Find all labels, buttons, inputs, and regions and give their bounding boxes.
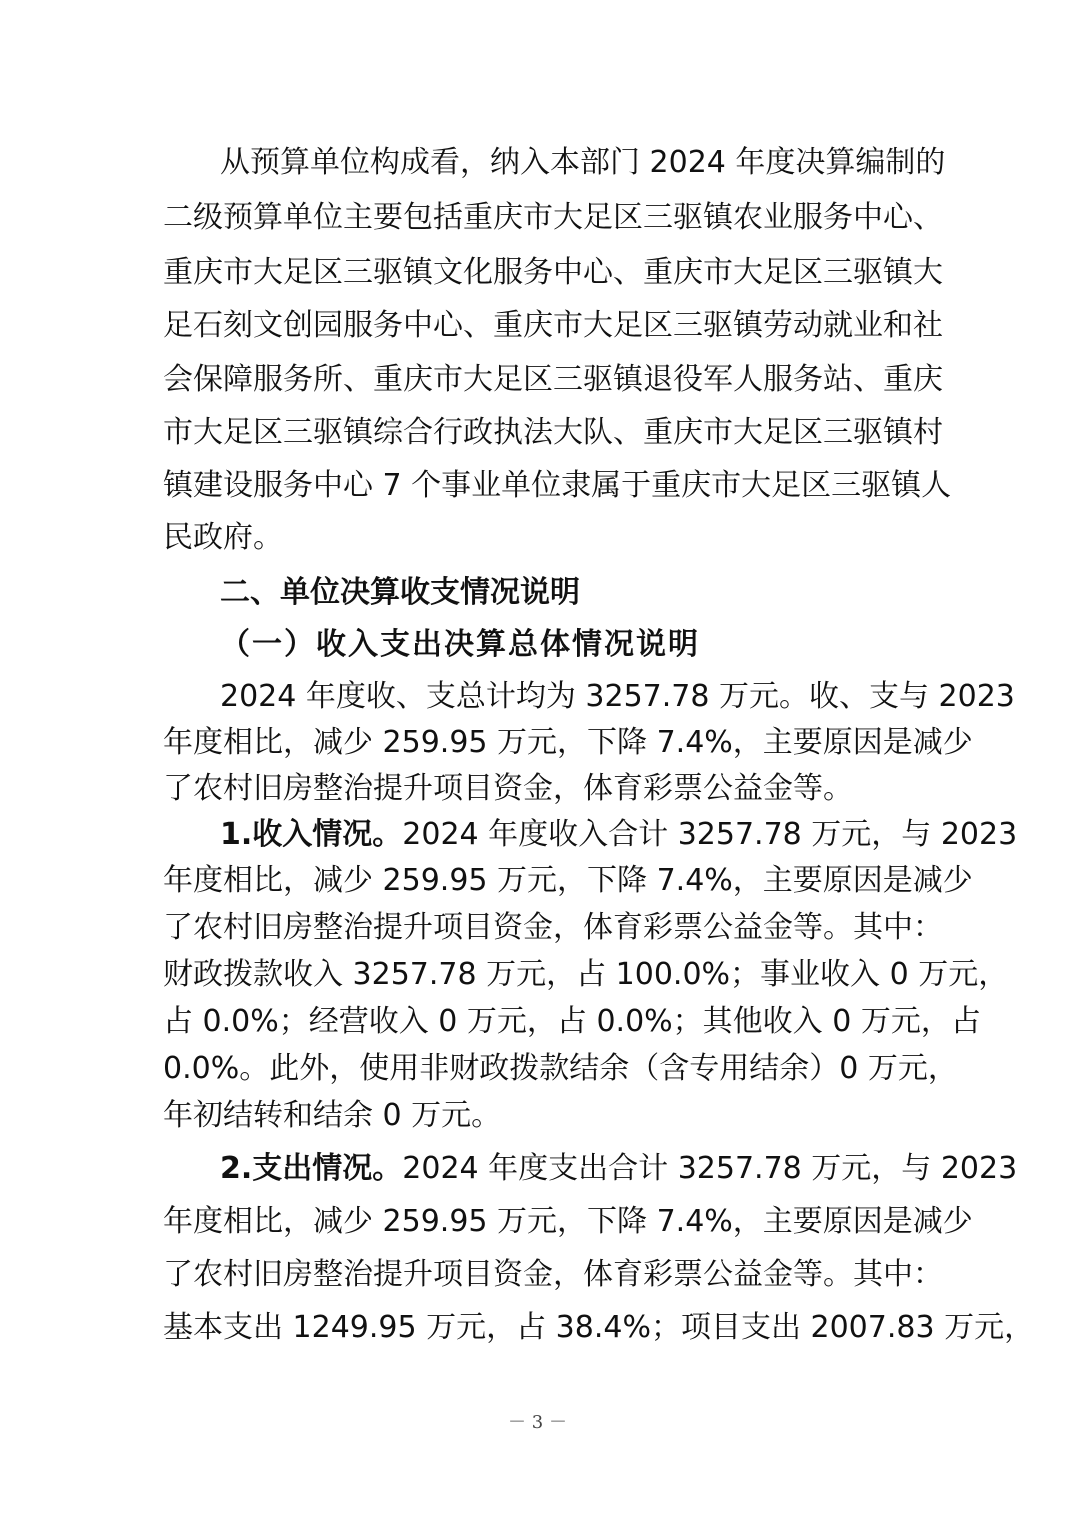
paragraph-line: 重庆市大足区三驱镇文化服务中心、重庆市大足区三驱镇大 — [163, 255, 943, 290]
expenditure-lead: 2.支出情况。 — [220, 1151, 403, 1186]
paragraph-line: 市大足区三驱镇综合行政执法大队、重庆市大足区三驱镇村 — [163, 415, 943, 450]
paragraph-line: 基本支出 1249.95 万元，占 38.4%；项目支出 2007.83 万元， — [163, 1310, 1035, 1345]
income-lead: 1.收入情况。 — [220, 817, 403, 852]
paragraph-line: 了农村旧房整治提升项目资金，体育彩票公益金等。其中： — [163, 1257, 943, 1292]
expenditure-first-line-text: 2024 年度支出合计 3257.78 万元，与 2023 — [402, 1151, 1018, 1186]
paragraph-line: 年度相比，减少 259.95 万元，下降 7.4%，主要原因是减少 — [163, 725, 973, 760]
paragraph-line: 财政拨款收入 3257.78 万元，占 100.0%；事业收入 0 万元， — [163, 957, 1009, 992]
paragraph-line: 占 0.0%；经营收入 0 万元，占 0.0%；其他收入 0 万元，占 — [163, 1004, 981, 1039]
income-first-line — [220, 812, 1018, 858]
page-number: － 3 － — [508, 1412, 567, 1433]
paragraph-line: 2024 年度收、支总计均为 3257.78 万元。收、支与 2023 — [220, 679, 1015, 714]
paragraph-line: 足石刻文创园服务中心、重庆市大足区三驱镇劳动就业和社 — [163, 308, 943, 343]
paragraph-line: 民政府。 — [163, 520, 283, 555]
paragraph-line: 年度相比，减少 259.95 万元，下降 7.4%，主要原因是减少 — [163, 863, 973, 898]
paragraph-line: 了农村旧房整治提升项目资金，体育彩票公益金等。 — [163, 771, 853, 806]
paragraph-line: 二级预算单位主要包括重庆市大足区三驱镇农业服务中心、 — [163, 200, 943, 235]
paragraph-line: 年初结转和结余 0 万元。 — [163, 1098, 502, 1133]
paragraph-line: 了农村旧房整治提升项目资金，体育彩票公益金等。其中： — [163, 910, 943, 945]
section-heading: 二、单位决算收支情况说明 — [220, 575, 580, 610]
income-first-line-text: 2024 年度收入合计 3257.78 万元，与 2023 — [402, 817, 1018, 852]
paragraph-line: 镇建设服务中心 7 个事业单位隶属于重庆市大足区三驱镇人 — [163, 468, 952, 503]
expenditure-first-line — [220, 1146, 1018, 1192]
paragraph-line: 会保障服务所、重庆市大足区三驱镇退役军人服务站、重庆 — [163, 362, 943, 397]
paragraph-line: 年度相比，减少 259.95 万元，下降 7.4%，主要原因是减少 — [163, 1204, 973, 1239]
subsection-heading: （一）收入支出决算总体情况说明 — [220, 627, 700, 662]
paragraph-line: 从预算单位构成看，纳入本部门 2024 年度决算编制的 — [220, 145, 946, 180]
paragraph-line: 0.0%。此外，使用非财政拨款结余（含专用结余）0 万元， — [163, 1051, 958, 1086]
